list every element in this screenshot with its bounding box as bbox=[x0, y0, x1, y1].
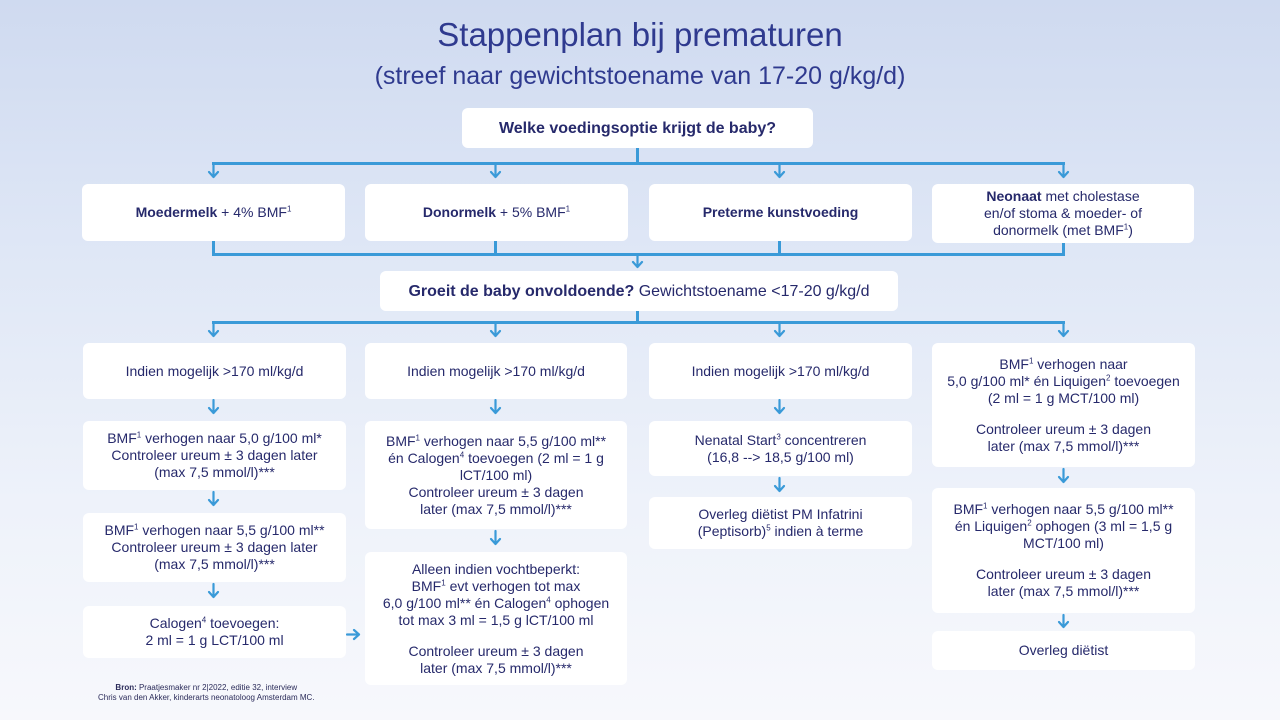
col4-step3: Overleg diëtist bbox=[932, 631, 1195, 670]
arrow-down-icon bbox=[775, 478, 784, 491]
arrow-down-icon bbox=[633, 255, 642, 267]
question-feeding-option: Welke voedingsoptie krijgt de baby? bbox=[462, 108, 813, 148]
col2-step3: Alleen indien vochtbeperkt: BMF$^1$ evt verhogen tot max 6,0 g/100 ml** én Calogen$^4$ ophogen tot max 3 ml = 1,5 g lCT/100 ml Controleer ureum ± 3 dagen later (max 7,5 mmol/l)*** bbox=[365, 552, 627, 685]
arrow-right-icon bbox=[347, 630, 359, 639]
arrow-down-icon bbox=[209, 323, 218, 336]
arrow-down-icon bbox=[775, 323, 784, 336]
arrow-down-icon bbox=[209, 584, 218, 597]
arrow-down-icon bbox=[775, 164, 784, 177]
col3-step2: Nenatal Start$^3$ concentreren (16,8 --> 18,5 g/100 ml) bbox=[649, 421, 912, 476]
col2-step2: BMF$^1$ verhogen naar 5,5 g/100 ml** én Calogen$^4$ toevoegen (2 ml = 1 g lCT/100 ml) Controleer ureum ± 3 dagen later (max 7,5 mmol/l)*** bbox=[365, 421, 627, 529]
arrow-down-icon bbox=[491, 164, 500, 177]
arrow-down-icon bbox=[1059, 323, 1068, 336]
col1-step1: Indien mogelijk >170 ml/kg/d bbox=[83, 343, 346, 399]
arrow-down-icon bbox=[1059, 469, 1068, 482]
col1-step3: BMF$^1$ verhogen naar 5,5 g/100 ml** Controleer ureum ± 3 dagen later (max 7,5 mmol/l)*** bbox=[83, 513, 346, 582]
arrow-down-icon bbox=[209, 492, 218, 505]
col2-step1: Indien mogelijk >170 ml/kg/d bbox=[365, 343, 627, 399]
page-title: Stappenplan bij prematuren bbox=[437, 16, 843, 53]
arrow-down-icon bbox=[1059, 164, 1068, 177]
col3-step3: Overleg diëtist PM Infatrini (Peptisorb)$^5$ indien à terme bbox=[649, 497, 912, 549]
arrow-down-icon bbox=[1059, 615, 1068, 627]
col1-step4: Calogen$^4$ toevoegen: 2 ml = 1 g LCT/100 ml bbox=[83, 606, 346, 658]
source-note: Bron: Praatjesmaker nr 2|2022, editie 32, interview Chris van den Akker, kinderarts neonatoloog Amsterdam MC. bbox=[98, 683, 315, 702]
arrow-down-icon bbox=[775, 400, 784, 413]
page-subtitle: (streef naar gewichtstoename van 17-20 g/kg/d) bbox=[374, 62, 906, 90]
question-insufficient-growth: Groeit de baby onvoldoende? Gewichtstoename <17-20 g/kg/d bbox=[380, 271, 898, 311]
option-preterme-kunstvoeding: Preterme kunstvoeding bbox=[649, 184, 912, 241]
arrow-down-icon bbox=[491, 531, 500, 544]
col1-step2: BMF$^1$ verhogen naar 5,0 g/100 ml* Controleer ureum ± 3 dagen later (max 7,5 mmol/l)*** bbox=[83, 421, 346, 490]
option-donormelk: Donormelk + 5% BMF$^1$ bbox=[365, 184, 628, 241]
arrow-down-icon bbox=[209, 164, 218, 177]
option-neonaat: Neonaat met cholestase en/of stoma & moeder- of donormelk (met BMF$^1$) bbox=[932, 184, 1194, 243]
option-moedermelk: Moedermelk + 4% BMF$^1$ bbox=[82, 184, 345, 241]
arrow-down-icon bbox=[491, 400, 500, 413]
col4-step2: BMF$^1$ verhogen naar 5,5 g/100 ml** én Liquigen$^2$ ophogen (3 ml = 1,5 g MCT/100 ml) Controleer ureum ± 3 dagen later (max 7,5 mmol/l)*** bbox=[932, 488, 1195, 613]
col4-step1: BMF$^1$ verhogen naar 5,0 g/100 ml* én Liquigen$^2$ toevoegen (2 ml = 1 g MCT/100 ml) Controleer ureum ± 3 dagen later (max 7,5 mmol/l)*** bbox=[932, 343, 1195, 467]
arrow-down-icon bbox=[209, 400, 218, 413]
arrow-down-icon bbox=[491, 323, 500, 336]
col3-step1: Indien mogelijk >170 ml/kg/d bbox=[649, 343, 912, 399]
